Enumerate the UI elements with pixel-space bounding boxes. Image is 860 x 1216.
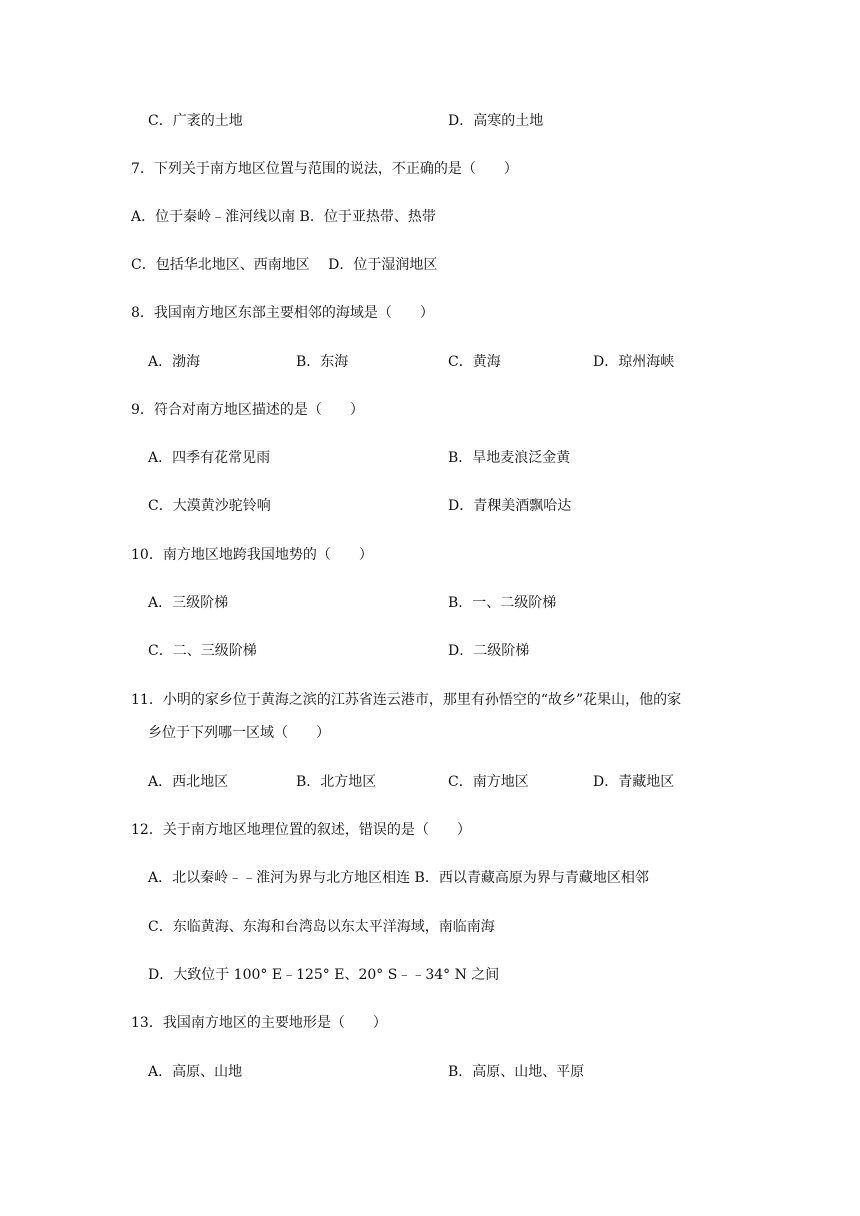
q10-option-b: B．一、二级阶梯 (448, 595, 557, 611)
q12-option-d: D．大致位于 100° E﹣125° E、20° S﹣﹣34° N 之间 (148, 967, 500, 983)
q6-option-d: D．高寒的土地 (448, 113, 544, 129)
q7-option-cd: C．包括华北地区、西南地区 D．位于湿润地区 (131, 257, 438, 273)
q11-option-a: A．西北地区 (148, 774, 229, 790)
q10-stem: 10．南方地区地跨我国地势的（ ） (131, 547, 373, 563)
q9-option-c: C．大漠黄沙驼铃响 (148, 498, 271, 514)
q8-option-c: C．黄海 (448, 354, 501, 370)
q11-option-c: C．南方地区 (448, 774, 529, 790)
q9-option-b: B．旱地麦浪泛金黄 (448, 450, 571, 466)
q8-option-d: D．琼州海峡 (593, 354, 675, 370)
q11-stem-line1: 11．小明的家乡位于黄海之滨的江苏省连云港市，那里有孙悟空的“故乡”花果山，他的家 (131, 692, 682, 708)
q11-option-d: D．青藏地区 (593, 774, 675, 790)
q10-option-c: C．二、三级阶梯 (148, 643, 257, 659)
q8-stem: 8．我国南方地区东部主要相邻的海域是（ ） (131, 305, 434, 321)
q9-stem: 9．符合对南方地区描述的是（ ） (131, 402, 364, 418)
q11-option-b: B．北方地区 (296, 774, 377, 790)
q12-option-c: C．东临黄海、东海和台湾岛以东太平洋海域，南临南海 (148, 919, 495, 935)
q6-option-c: C．广袤的土地 (148, 113, 243, 129)
q13-stem: 13．我国南方地区的主要地形是（ ） (131, 1015, 387, 1031)
q9-option-d: D．青稞美酒飘哈达 (448, 498, 572, 514)
q13-option-a: A．高原、山地 (148, 1064, 243, 1080)
q7-stem: 7．下列关于南方地区位置与范围的说法，不正确的是（ ） (131, 161, 518, 177)
q9-option-a: A．四季有花常见雨 (148, 450, 271, 466)
q12-stem: 12．关于南方地区地理位置的叙述，错误的是（ ） (131, 822, 471, 838)
q10-option-a: A．三级阶梯 (148, 595, 229, 611)
q12-option-ab: A．北以秦岭﹣﹣淮河为界与北方地区相连 B．西以青藏高原为界与青藏地区相邻 (148, 870, 649, 886)
q8-option-a: A．渤海 (148, 354, 201, 370)
q8-option-b: B．东海 (296, 354, 349, 370)
q7-option-ab: A．位于秦岭﹣淮河线以南 B．位于亚热带、热带 (131, 209, 436, 225)
q11-stem-line2: 乡位于下列哪一区域（ ） (148, 725, 330, 741)
q13-option-b: B．高原、山地、平原 (448, 1064, 585, 1080)
q10-option-d: D．二级阶梯 (448, 643, 530, 659)
